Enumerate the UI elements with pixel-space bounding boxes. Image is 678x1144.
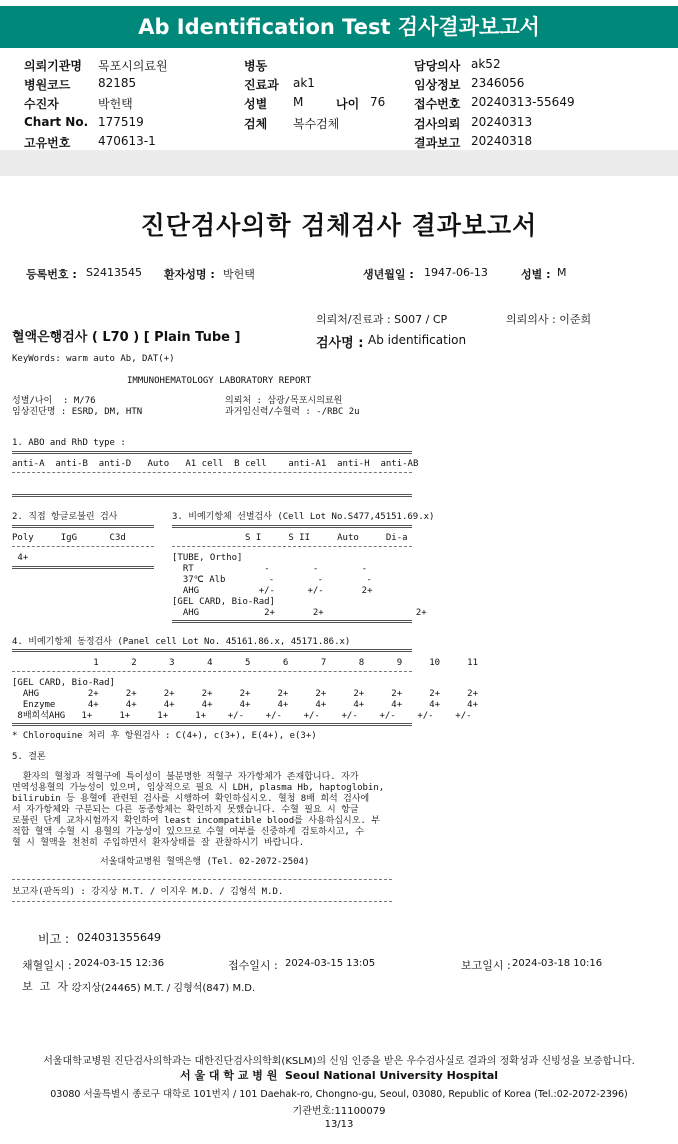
info-label: 진료과	[244, 78, 279, 92]
info-value: ak1	[293, 76, 315, 90]
request-place: 의뢰처 : 삼광/목포시의료원	[225, 396, 343, 406]
panel-header: 1 2 3 4 5 6 7 8 9 10 11	[12, 658, 478, 668]
info-label: 고유번호	[24, 136, 71, 150]
info-value: M	[293, 95, 304, 109]
test-name-value: Ab identification	[368, 333, 467, 347]
reported-label: 보고일시 :	[461, 959, 511, 972]
separator	[12, 472, 412, 473]
info-value: 2346056	[471, 76, 525, 90]
separator	[12, 494, 412, 497]
info-label: 접수번호	[414, 97, 461, 111]
separator	[12, 879, 392, 880]
separator	[172, 546, 412, 547]
info-value: 20240313	[471, 115, 533, 129]
gray-band	[0, 150, 678, 176]
title-bar-text: Ab Identification Test 검사결과보고서	[138, 15, 540, 39]
info-label: 병동	[244, 59, 268, 73]
screening-title: 3. 비예기항체 선별검사 (Cell Lot No.S477,45151.69.x)	[172, 512, 435, 522]
panel-row: AHG 2+ 2+ 2+ 2+ 2+ 2+ 2+ 2+ 2+ 2+ 2+	[12, 689, 478, 699]
conclusion-line: 서 자가항체와 구분되는 다른 동종항체는 확인하지 못했습니다. 수혈 필요 시 항글	[12, 805, 359, 815]
patient-label: 환자성명 :	[164, 268, 215, 281]
screening-row: RT - - -	[172, 564, 368, 574]
received-label: 접수일시 :	[228, 959, 278, 972]
sex-age: 성별/나이 : M/76	[12, 396, 96, 406]
abo-header: anti-A anti-B anti-D Auto A1 cell B cell anti-A1 anti-H anti-AB	[12, 459, 419, 469]
info-value: 복수검체	[293, 117, 340, 131]
info-label: 임상정보	[414, 78, 461, 92]
panel-row: 8배희석AHG 1+ 1+ 1+ 1+ +/- +/- +/- +/- +/- +/- +/-	[12, 711, 472, 721]
organization-number: 기관번호:11100079	[292, 1106, 386, 1117]
section-title: 혈액은행검사 ( L70 ) [ Plain Tube ]	[12, 330, 241, 345]
certification-text: 서울대학교병원 진단검사의학과는 대한진단검사의학회(KSLM)의 신임 인증을 받은 우수검사실로 결과의 정확성과 신빙성을 보증합니다.	[43, 1056, 635, 1067]
info-value: 76	[370, 95, 386, 109]
separator	[172, 525, 412, 528]
dat-header: Poly IgG C3d	[12, 533, 126, 543]
info-label: 검사의뢰	[414, 117, 461, 131]
separator	[172, 620, 412, 623]
conclusion-line: 환자의 혈청과 적혈구에 특이성이 불분명한 적혈구 자가항체가 존재합니다. 자가	[12, 772, 359, 782]
info-label: 결과보고	[414, 136, 461, 150]
title-bar	[0, 6, 678, 48]
panel-row: Enzyme 4+ 4+ 4+ 4+ 4+ 4+ 4+ 4+ 4+ 4+ 4+	[12, 700, 478, 710]
info-value: 470613-1	[98, 134, 156, 148]
abo-title: 1. ABO and RhD type :	[12, 438, 126, 448]
note-label: 비고 :	[38, 932, 70, 946]
diagnosis: 임상진단명 : ESRD, DM, HTN	[12, 407, 143, 417]
requesting-doctor: 의뢰의사 : 이준희	[506, 313, 592, 326]
hospital-address: 03080 서울특별시 종로구 대학로 101번지 / 101 Daehak-ro, Chongno-gu, Seoul, 03080, Republic of Korea (Tel.:02-2072-2396)	[50, 1089, 628, 1100]
separator	[12, 451, 412, 454]
separator	[12, 723, 412, 726]
info-value: ak52	[471, 57, 501, 71]
main-title: 진단검사의학 검체검사 결과보고서	[140, 211, 538, 240]
page-number: 13/13	[324, 1119, 354, 1130]
reg-value: S2413545	[86, 266, 142, 279]
screening-row: AHG +/- +/- 2+	[172, 586, 373, 596]
reporter-label: 보 고 자 :	[22, 980, 76, 993]
chloroquine-result: * Chloroquine 처리 후 항원검사 : C(4+), c(3+), E(4+), e(3+)	[12, 731, 317, 741]
reporter-value: 강지상(24465) M.T. / 김형석(847) M.D.	[72, 983, 256, 994]
separator	[12, 671, 412, 672]
collected-label: 채혈일시 :	[22, 959, 72, 972]
patient-value: 박헌택	[223, 268, 255, 281]
info-value: 목포시의료원	[98, 59, 168, 73]
dob-label: 생년월일 :	[363, 268, 414, 281]
sex-value: M	[557, 266, 567, 279]
conclusion-line: bilirubin 등 용혈에 관련된 검사를 시행하여 확인하십시오. 혈청 8배 희석 검사에	[12, 794, 370, 804]
separator	[12, 525, 154, 528]
conclusion-line: 로불린 단계 교차시험까지 확인하여 least incompatible blood를 사용하십시오. 부	[12, 816, 380, 826]
dat-title: 2. 직접 항글로불린 검사	[12, 512, 118, 522]
info-label: 검체	[244, 117, 268, 131]
separator	[12, 566, 154, 569]
conclusion-title: 5. 결론	[12, 752, 46, 762]
info-value: 20240318	[471, 134, 533, 148]
lab-title: IMMUNOHEMATOLOGY LABORATORY REPORT	[127, 376, 312, 386]
test-name-label: 검사명 :	[316, 336, 364, 351]
info-value: 20240313-55649	[471, 95, 575, 109]
info-label: 수진자	[24, 97, 59, 111]
info-label: 나이	[336, 97, 360, 111]
conclusion-line: 면역성용혈의 가능성이 있으며, 임상적으로 필요 시 LDH, plasma Hb, haptoglobin,	[12, 783, 385, 793]
reg-label: 등록번호 :	[26, 268, 77, 281]
screening-header: S I S II Auto Di-a	[245, 533, 408, 543]
conclusion-line: 혈 시 혈액을 천천히 주입하면서 환자상태를 잘 관찰하시기 바랍니다.	[12, 838, 305, 848]
note-value: 024031355649	[77, 931, 161, 944]
received-value: 2024-03-15 13:05	[285, 958, 376, 969]
requester: 의뢰처/진료과 : S007 / CP	[316, 313, 448, 326]
reported-value: 2024-03-18 10:16	[512, 958, 603, 969]
reporters: 보고자(판독의) : 강지상 M.T. / 이지우 M.D. / 김형석 M.D.	[12, 887, 284, 897]
info-label: 병원코드	[24, 78, 71, 92]
separator	[12, 649, 412, 652]
screening-row: [GEL CARD, Bio-Rad]	[172, 597, 275, 607]
conclusion-line: 적합 혈액 수혈 시 용혈의 가능성이 있으므로 수혈 여부를 신중하게 검토하시고, 수	[12, 827, 364, 837]
separator	[12, 901, 392, 902]
sex-label: 성별 :	[521, 268, 551, 281]
screening-row: AHG 2+ 2+ 2+	[172, 608, 427, 618]
bloodbank: 서울대학교병원 혈액은행 (Tel. 02-2072-2504)	[100, 857, 310, 867]
collected-value: 2024-03-15 12:36	[74, 958, 165, 969]
keywords: KeyWords: warm auto Ab, DAT(+)	[12, 354, 175, 364]
dat-value: 4+	[12, 553, 29, 563]
hospital-name: 서 울 대 학 교 병 원 Seoul National University Hospital	[179, 1069, 499, 1082]
info-label: 성별	[244, 97, 268, 111]
info-label: Chart No.	[24, 115, 89, 129]
panel-row: [GEL CARD, Bio-Rad]	[12, 678, 115, 688]
info-value: 박헌택	[98, 97, 133, 111]
transfusion-history: 과거임신력/수혈력 : -/RBC 2u	[225, 407, 360, 417]
dob-value: 1947-06-13	[424, 266, 488, 279]
panel-title: 4. 비예기항체 동정검사 (Panel cell Lot No. 45161.86.x, 45171.86.x)	[12, 637, 351, 647]
separator	[12, 546, 154, 547]
screening-row: [TUBE, Ortho]	[172, 553, 243, 563]
info-value: 82185	[98, 76, 137, 90]
info-label: 담당의사	[414, 59, 461, 73]
info-label: 의뢰기관명	[24, 59, 82, 73]
screening-row: 37℃ Alb - - -	[172, 575, 372, 585]
info-value: 177519	[98, 115, 144, 129]
